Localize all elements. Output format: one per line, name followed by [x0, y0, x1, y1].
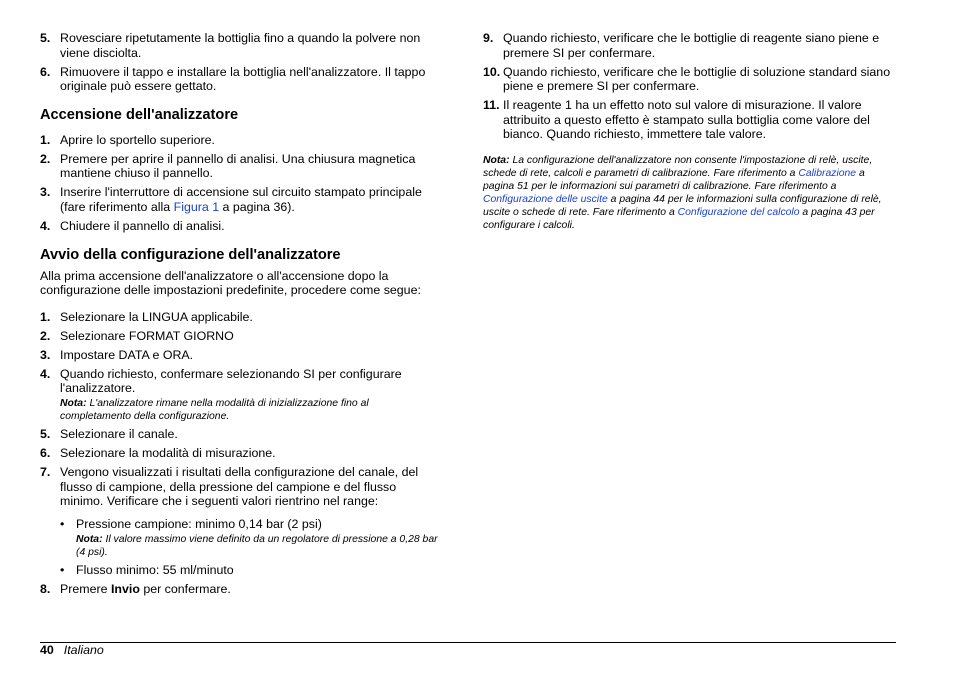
left-column	[40, 31, 440, 601]
bullet-item: • Flusso minimo: 55 ml/minuto	[60, 562, 234, 577]
list-item: 4. Chiudere il pannello di analisi.	[40, 218, 225, 233]
section-heading-accensione: Accensione dell'analizzatore	[40, 106, 239, 123]
section-heading-avvio: Avvio della configurazione dell'analizzatore	[40, 246, 341, 263]
link-calibrazione[interactable]: Calibrazione	[798, 167, 857, 179]
steps-continued	[40, 31, 440, 94]
section-intro: Alla prima accensione dell'analizzatore o all'accensione dopo la configurazione delle impostazioni predefinite, procedere come segue:	[40, 268, 421, 298]
list-item: 1. Aprire lo sportello superiore.	[40, 132, 215, 147]
list-item: 2. Premere per aprire il pannello di analisi. Una chiusura magnetica mantiene chiuso il pannello.	[40, 151, 416, 181]
steps-avvio	[40, 310, 440, 596]
list-item: 9. Quando richiesto, verificare che le bottiglie di reagente siano piene e premere SI per confermare.	[483, 31, 880, 60]
list-item: 2. Selezionare FORMAT GIORNO	[40, 328, 234, 343]
footer-divider	[40, 642, 896, 643]
list-item: 5. Rovesciare ripetutamente la bottiglia fino a quando la polvere non viene disciolta.	[40, 31, 421, 60]
note: Nota: Il valore massimo viene definito da un regolatore di pressione a 0,28 bar (4 psi).	[76, 533, 438, 558]
list-item: 11. Il reagente 1 ha un effetto noto sul valore di misurazione. Il valore attribuito a questo effetto è stampato sulla bottiglia come valore del bianco. Quando richiesto, immettere tale valore.	[483, 98, 870, 142]
list-item: 1. Selezionare la LINGUA applicabile.	[40, 309, 253, 324]
list-item: 10. Quando richiesto, verificare che le bottiglie di soluzione standard siano piene e premere SI per confermare.	[483, 64, 891, 94]
link-configurazione-uscite[interactable]: Configurazione delle uscite	[483, 193, 608, 205]
list-item: 8. Premere Invio per confermare.	[40, 581, 231, 596]
list-item: 6. Rimuovere il tappo e installare la bottiglia nell'analizzatore. Il tappo originale può essere gettato.	[40, 64, 426, 94]
list-item: 4. Quando richiesto, confermare selezionando SI per configurare l'analizzatore. Nota: L'analizzatore rimane nella modalità di inizializzazione fino al completamento della configurazione.	[40, 367, 440, 423]
list-item: 7. Vengono visualizzati i risultati della configurazione del canale, del flusso di campione, della pressione del campione e del flusso minimo. Verificare che i seguenti valori rientrino nel range: • Pressione campione: minimo 0,14 bar (2 psi) Nota: Il valore massimo viene definito da un regolatore di pressione a 0,28 bar (4 psi). • Flusso minimo: 55 ml/minuto	[40, 465, 440, 577]
link-configurazione-calcolo[interactable]: Configurazione del calcolo	[677, 206, 800, 218]
list-item: 3. Inserire l'interruttore di accensione sul circuito stampato principale (fare riferimento alla Figura 1 a pagina 36).	[40, 185, 422, 214]
list-item: 6. Selezionare la modalità di misurazione.	[40, 446, 276, 461]
right-column	[483, 31, 896, 232]
configuration-note: Nota: La configurazione dell'analizzatore non consente l'impostazione di relè, uscite, schede di rete, calcoli e parametri di calibrazione. Fare riferimento a Calibrazione a pagina 51 per le informazioni sui parametri di calibrazione. Fare riferimento a Configurazione delle uscite a pagina 44 per le informazioni sulla configurazione di relè, uscite o schede di rete. Fare riferimento a Configurazione del calcolo a pagina 43 per configurare i calcoli.	[483, 154, 882, 231]
list-item: 5. Selezionare il canale.	[40, 427, 178, 442]
bullet-item: • Pressione campione: minimo 0,14 bar (2 psi) Nota: Il valore massimo viene definito da un regolatore di pressione a 0,28 bar (4 psi).	[60, 517, 440, 559]
link-figura-1[interactable]: Figura 1	[173, 199, 220, 214]
steps-accensione	[40, 133, 440, 234]
steps-avvio-continued	[483, 31, 896, 142]
list-item: 3. Impostare DATA e ORA.	[40, 347, 194, 362]
footer-language: Italiano	[63, 643, 104, 657]
page-number: 40	[40, 643, 54, 657]
note: Nota: L'analizzatore rimane nella modalità di inizializzazione fino al completamento della configurazione.	[60, 397, 369, 422]
page-footer	[40, 643, 104, 657]
range-bullets	[60, 517, 440, 577]
